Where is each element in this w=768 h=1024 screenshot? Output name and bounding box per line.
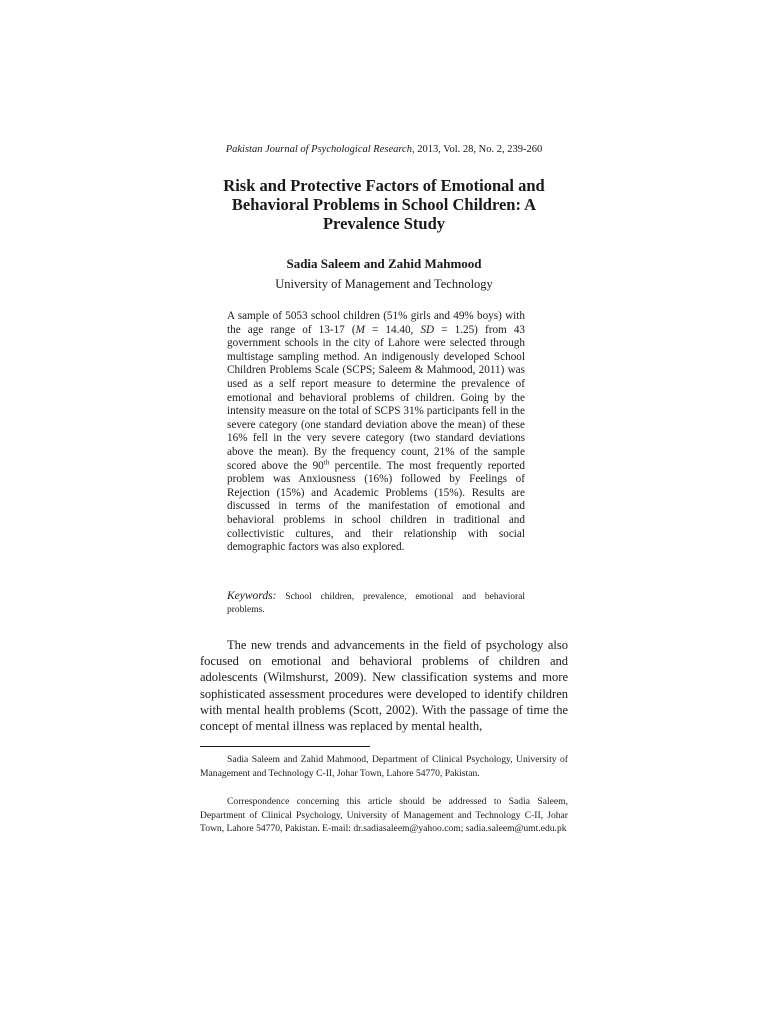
journal-details: 2013, Vol. 28, No. 2, 239-260: [414, 144, 543, 155]
keywords-text: School children, prevalence, emotional and behavioral problems.: [227, 592, 525, 615]
footnote-affiliation: Sadia Saleem and Zahid Mahmood, Department of Clinical Psychology, University of Management and Technology C-II, Johar Town, Lahore 54770, Pakistan.: [200, 754, 568, 779]
mean-value: = 14.40,: [364, 323, 421, 336]
mean-symbol: M: [355, 323, 365, 336]
abstract-text-2: = 1.25) from 43 government schools in the city of Lahore were selected through multistage sampling method. An indigenously developed School Children Problems Scale (SCPS; Saleem & Mahmood, 2011) was used as a self report measure to determine the prevalence of emotional and behavioral problems of children. Going by the intensity measure on the total of SCPS 31% participants fell in the severe category (one standard deviation above the mean) of these 16% fell in the very severe category (two standard deviations above the mean). By the frequency count, 21% of the sample scored above the 90: [227, 323, 526, 472]
abstract-text-3: percentile. The most frequently reported problem was Anxiousness (16%) followed by Feelings of Rejection (15%) and Academic Problems (15%). Results are discussed in terms of the manifestation of emotional and behavioral problems in school children in traditional and collectivistic cultures, and their relationship with social demographic factors was also explored.: [227, 459, 526, 554]
body-paragraph: The new trends and advancements in the field of psychology also focused on emotional and behavioral problems of children and adolescents (Wilmshurst, 2009). New classification systems and more sophisticated assessment procedures were developed to identify children with mental health problems (Scott, 2002). With the passage of time the concept of mental illness was replaced by mental health,: [200, 638, 568, 734]
author-affiliation: University of Management and Technology: [275, 277, 493, 291]
running-head: [0, 144, 768, 155]
keywords-label: Keywords:: [227, 590, 277, 602]
keywords: [227, 590, 525, 616]
footnote-correspondence: Correspondence concerning this article should be addressed to Sadia Saleem, Department of Clinical Psychology, University of Management and Technology C-II, Johar Town, Lahore 54770, Pakistan. E-mail: dr.sadiasaleem@yahoo.com; sadia.saleem@umt.edu.pk: [200, 796, 568, 835]
abstract: [227, 310, 525, 555]
journal-name: Pakistan Journal of Psychological Research,: [225, 144, 415, 155]
percentile-superscript: th: [323, 457, 330, 466]
abstract-text-1: A sample of 5053 school children (51% girls and 49% boys) with the age range of 13-17 (: [227, 310, 525, 336]
sd-symbol: SD: [420, 323, 435, 336]
article-authors: Sadia Saleem and Zahid Mahmood: [286, 256, 482, 271]
footnote-divider: [200, 746, 370, 747]
article-title: Risk and Protective Factors of Emotional and Behavioral Problems in School Children: A Prevalence Study: [223, 176, 545, 233]
